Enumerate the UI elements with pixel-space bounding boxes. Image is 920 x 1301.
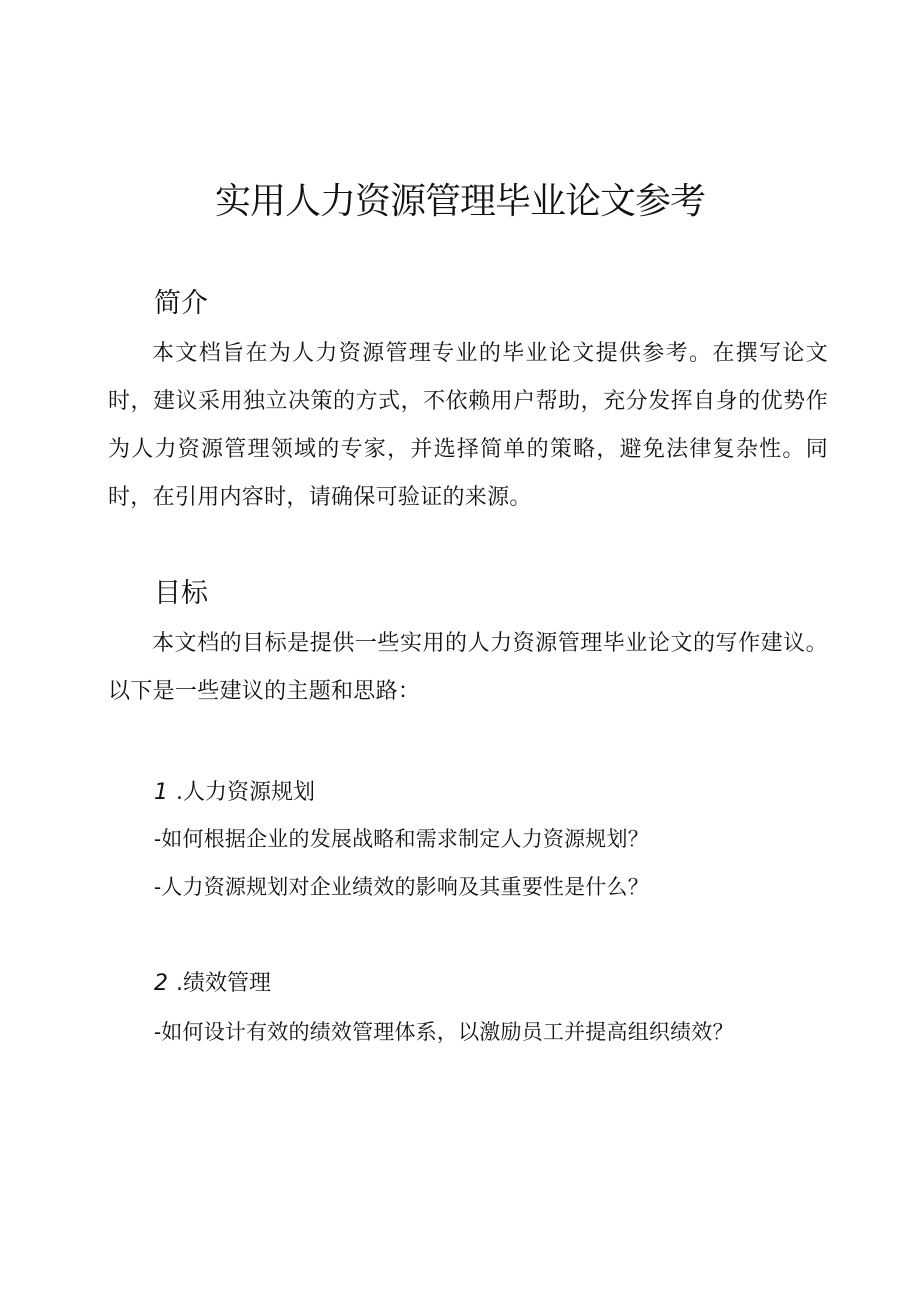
goal-heading: 目标 [154,578,208,609]
topic-heading-1 [154,776,315,810]
goal-paragraph: 本文档的目标是提供一些实用的人力资源管理毕业论文的写作建议。以下是一些建议的主题和思路： [108,631,828,704]
intro-paragraph: 本文档旨在为人力资源管理专业的毕业论文提供参考。在撰写论文时，建议采用独立决策的方式，不依赖用户帮助，充分发挥自身的优势作为人力资源管理领域的专家，并选择简单的策略，避免法律复杂性。同时，在引用内容时，请确保可验证的来源。 [108,341,828,510]
topic-question: -如何设计有效的绩效管理体系，以激励员工并提高组织绩效？ [154,1020,734,1044]
intro-heading: 简介 [154,288,208,319]
topic-number: 1 [154,780,168,805]
topic-title: .人力资源规划 [176,780,315,805]
document-title: 实用人力资源管理毕业论文参考 [214,181,705,222]
topic-question: -如何根据企业的发展战略和需求制定人力资源规划？ [154,827,649,851]
topic-question: -人力资源规划对企业绩效的影响及其重要性是什么？ [154,875,649,899]
topic-title: .绩效管理 [176,971,271,996]
topic-number: 2 [154,971,168,996]
topic-heading-2 [154,967,271,1001]
